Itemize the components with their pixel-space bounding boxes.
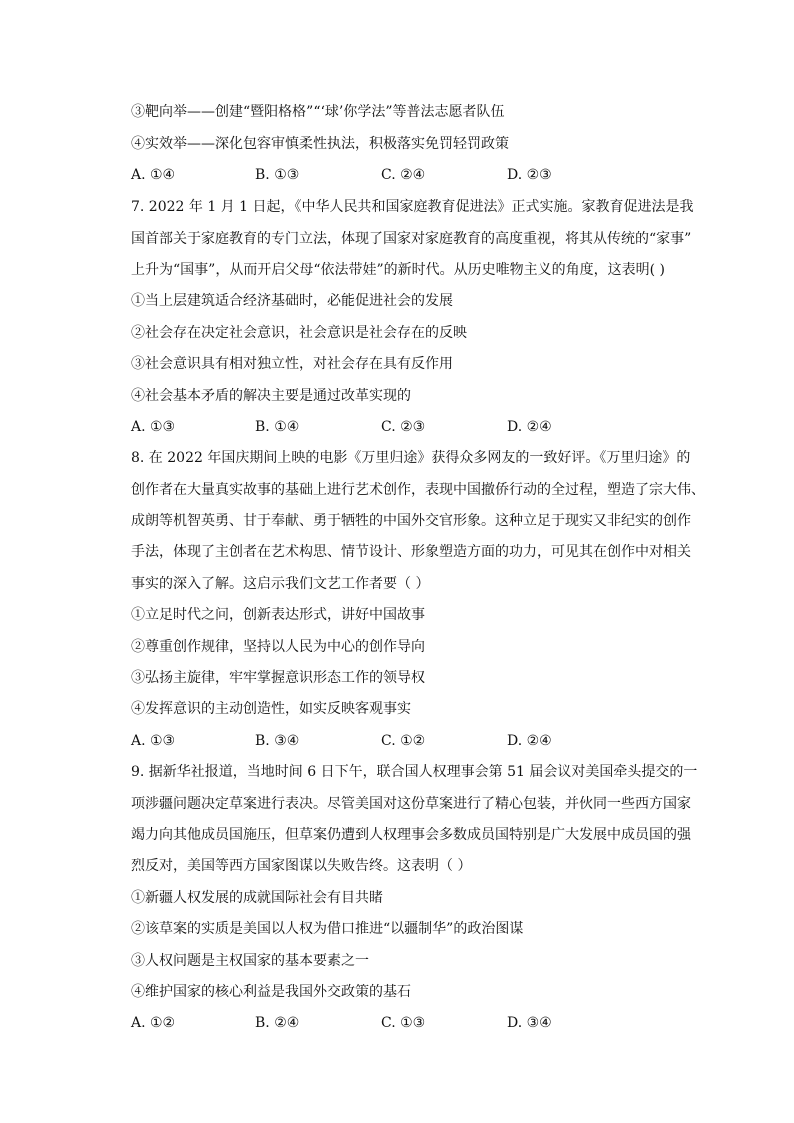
q8-option-b[interactable]: B. ③④	[255, 733, 300, 749]
q8-option-d[interactable]: D. ②④	[507, 733, 552, 749]
q8-statement-2: ②尊重创作规律，坚持以人民为中心的创作导向	[131, 639, 425, 655]
q7-option-c[interactable]: C. ②③	[381, 419, 426, 435]
q6-option-c[interactable]: C. ②④	[381, 167, 426, 183]
q7-option-a[interactable]: A. ①③	[131, 419, 176, 435]
q8-statement-1: ①立足时代之问，创新表达形式，讲好中国故事	[131, 607, 425, 623]
q9-option-c[interactable]: C. ①③	[381, 1015, 426, 1031]
q6-options	[131, 165, 671, 185]
q8-stem-line: 事实的深入了解。这启示我们文艺工作者要（ ）	[131, 576, 430, 592]
q9-options	[131, 1013, 671, 1033]
q6-statement-3: ③靶向举——创建“暨阳格格”“‘球’你学法”等普法志愿者队伍	[131, 104, 505, 120]
q7-options	[131, 417, 671, 437]
q8-statement-4: ④发挥意识的主动创造性，如实反映客观事实	[131, 701, 411, 717]
q6-statement-4: ④实效举——深化包容审慎柔性执法，积极落实免罚轻罚政策	[131, 136, 509, 152]
q6-option-b[interactable]: B. ①③	[255, 167, 300, 183]
q9-statement-3: ③人权问题是主权国家的基本要素之一	[131, 953, 369, 969]
q7-statement-3: ③社会意识具有相对独立性，对社会存在具有反作用	[131, 356, 453, 372]
q9-stem-line: 竭力向其他成员国施压，但草案仍遭到人权理事会多数成员国特别是广大发展中成员国的强	[131, 827, 691, 843]
q7-stem-line: 上升为“国事”，从而开启父母“依法带娃”的新时代。从历史唯物主义的角度，这表明( )	[131, 262, 666, 278]
q9-statement-4: ④维护国家的核心利益是我国外交政策的基石	[131, 984, 411, 1000]
q9-statement-1: ①新疆人权发展的成就国际社会有目共睹	[131, 890, 383, 906]
q8-option-a[interactable]: A. ①③	[131, 733, 176, 749]
q8-stem-line: 手法，体现了主创者在艺术构思、情节设计、形象塑造方面的功力，可见其在创作中对相关	[131, 544, 691, 560]
q8-stem-line: 成朗等机智英勇、甘于奉献、勇于牺牲的中国外交官形象。这种立足于现实又非纪实的创作	[131, 513, 691, 529]
q9-stem-line: 9. 据新华社报道，当地时间 6 日下午，联合国人权理事会第 51 届会议对美国牵头提交的一	[131, 764, 698, 780]
q7-stem-line: 7. 2022 年 1 月 1 日起，《中华人民共和国家庭教育促进法》正式实施。家教育促进法是我	[131, 199, 694, 215]
q8-stem-line: 创作者在大量真实故事的基础上进行艺术创作，表现中国撤侨行动的全过程，塑造了宗大伟、	[131, 482, 705, 498]
q9-statement-2: ②该草案的实质是美国以人权为借口推进“以疆制华”的政治图谋	[131, 921, 524, 937]
q7-statement-2: ②社会存在决定社会意识，社会意识是社会存在的反映	[131, 325, 467, 341]
q6-option-a[interactable]: A. ①④	[131, 167, 176, 183]
q7-option-d[interactable]: D. ②④	[507, 419, 552, 435]
q8-option-c[interactable]: C. ①②	[381, 733, 426, 749]
q9-stem-line: 项涉疆问题决定草案进行表决。尽管美国对这份草案进行了精心包装，并伙同一些西方国家	[131, 796, 691, 812]
q8-options	[131, 731, 671, 751]
q9-option-a[interactable]: A. ①②	[131, 1015, 176, 1031]
q6-option-d[interactable]: D. ②③	[507, 167, 552, 183]
q7-statement-4: ④社会基本矛盾的解决主要是通过改革实现的	[131, 388, 411, 404]
q7-option-b[interactable]: B. ①④	[255, 419, 300, 435]
q8-statement-3: ③弘扬主旋律，牢牢掌握意识形态工作的领导权	[131, 670, 425, 686]
q9-option-d[interactable]: D. ③④	[507, 1015, 552, 1031]
q9-stem-line: 烈反对，美国等西方国家图谋以失败告终。这表明（ ）	[131, 858, 472, 874]
q7-stem-line: 国首部关于家庭教育的专门立法，体现了国家对家庭教育的高度重视，将其从传统的“家事”	[131, 231, 692, 247]
q8-stem-line: 8. 在 2022 年国庆期间上映的电影《万里归途》获得众多网友的一致好评。《万里归途》的	[131, 450, 691, 466]
q7-statement-1: ①当上层建筑适合经济基础时，必能促进社会的发展	[131, 293, 453, 309]
q9-option-b[interactable]: B. ②④	[255, 1015, 300, 1031]
